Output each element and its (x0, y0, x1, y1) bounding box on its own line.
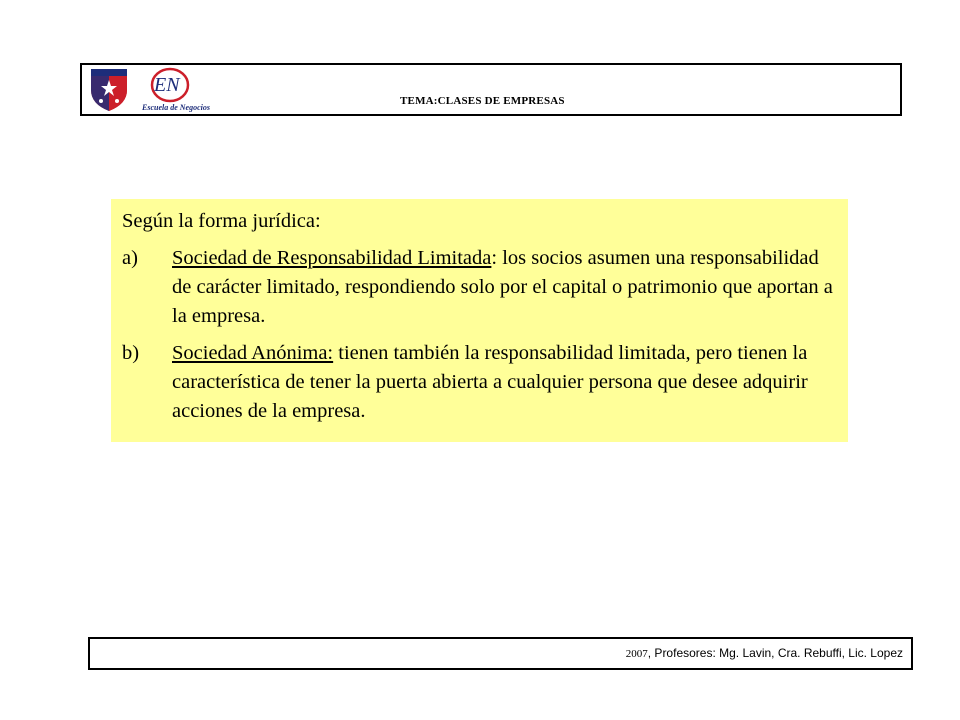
term: Sociedad Anónima: (172, 342, 334, 364)
list-marker: b) (122, 342, 140, 364)
list-item (122, 244, 838, 331)
footer-credits (626, 646, 903, 660)
footer-box (88, 637, 913, 670)
page-title: TEMA:CLASES DE EMPRESAS (400, 95, 565, 107)
intro-text: Según la forma jurídica: (122, 210, 321, 232)
header-box (80, 63, 902, 116)
svg-text:EN: EN (154, 74, 180, 96)
footer-year: 2007 (625, 648, 648, 660)
list-item-body (172, 244, 838, 331)
list-item (122, 339, 838, 426)
list-item-body (172, 339, 838, 426)
list-marker: a) (122, 247, 138, 269)
footer-professors: , Profesores: Mg. Lavin, Cra. Rebuffi, Lic. Lopez (647, 646, 903, 660)
content-box (111, 199, 848, 442)
description: : los socios asumen una responsabilidad de carácter limitado, respondiendo solo por el capital o patrimonio que aportan a la empresa. (172, 247, 833, 327)
term: Sociedad de Responsabilidad Limitada (172, 247, 492, 269)
svg-text:Escuela de Negocios: Escuela de Negocios (142, 103, 210, 112)
university-shield-logo (90, 68, 128, 112)
escuela-negocios-logo (140, 67, 210, 113)
description: tienen también la responsabilidad limitada, pero tienen la característica de tener la puerta abierta a cualquier persona que desee adquirir acciones de la empresa. (172, 342, 808, 422)
